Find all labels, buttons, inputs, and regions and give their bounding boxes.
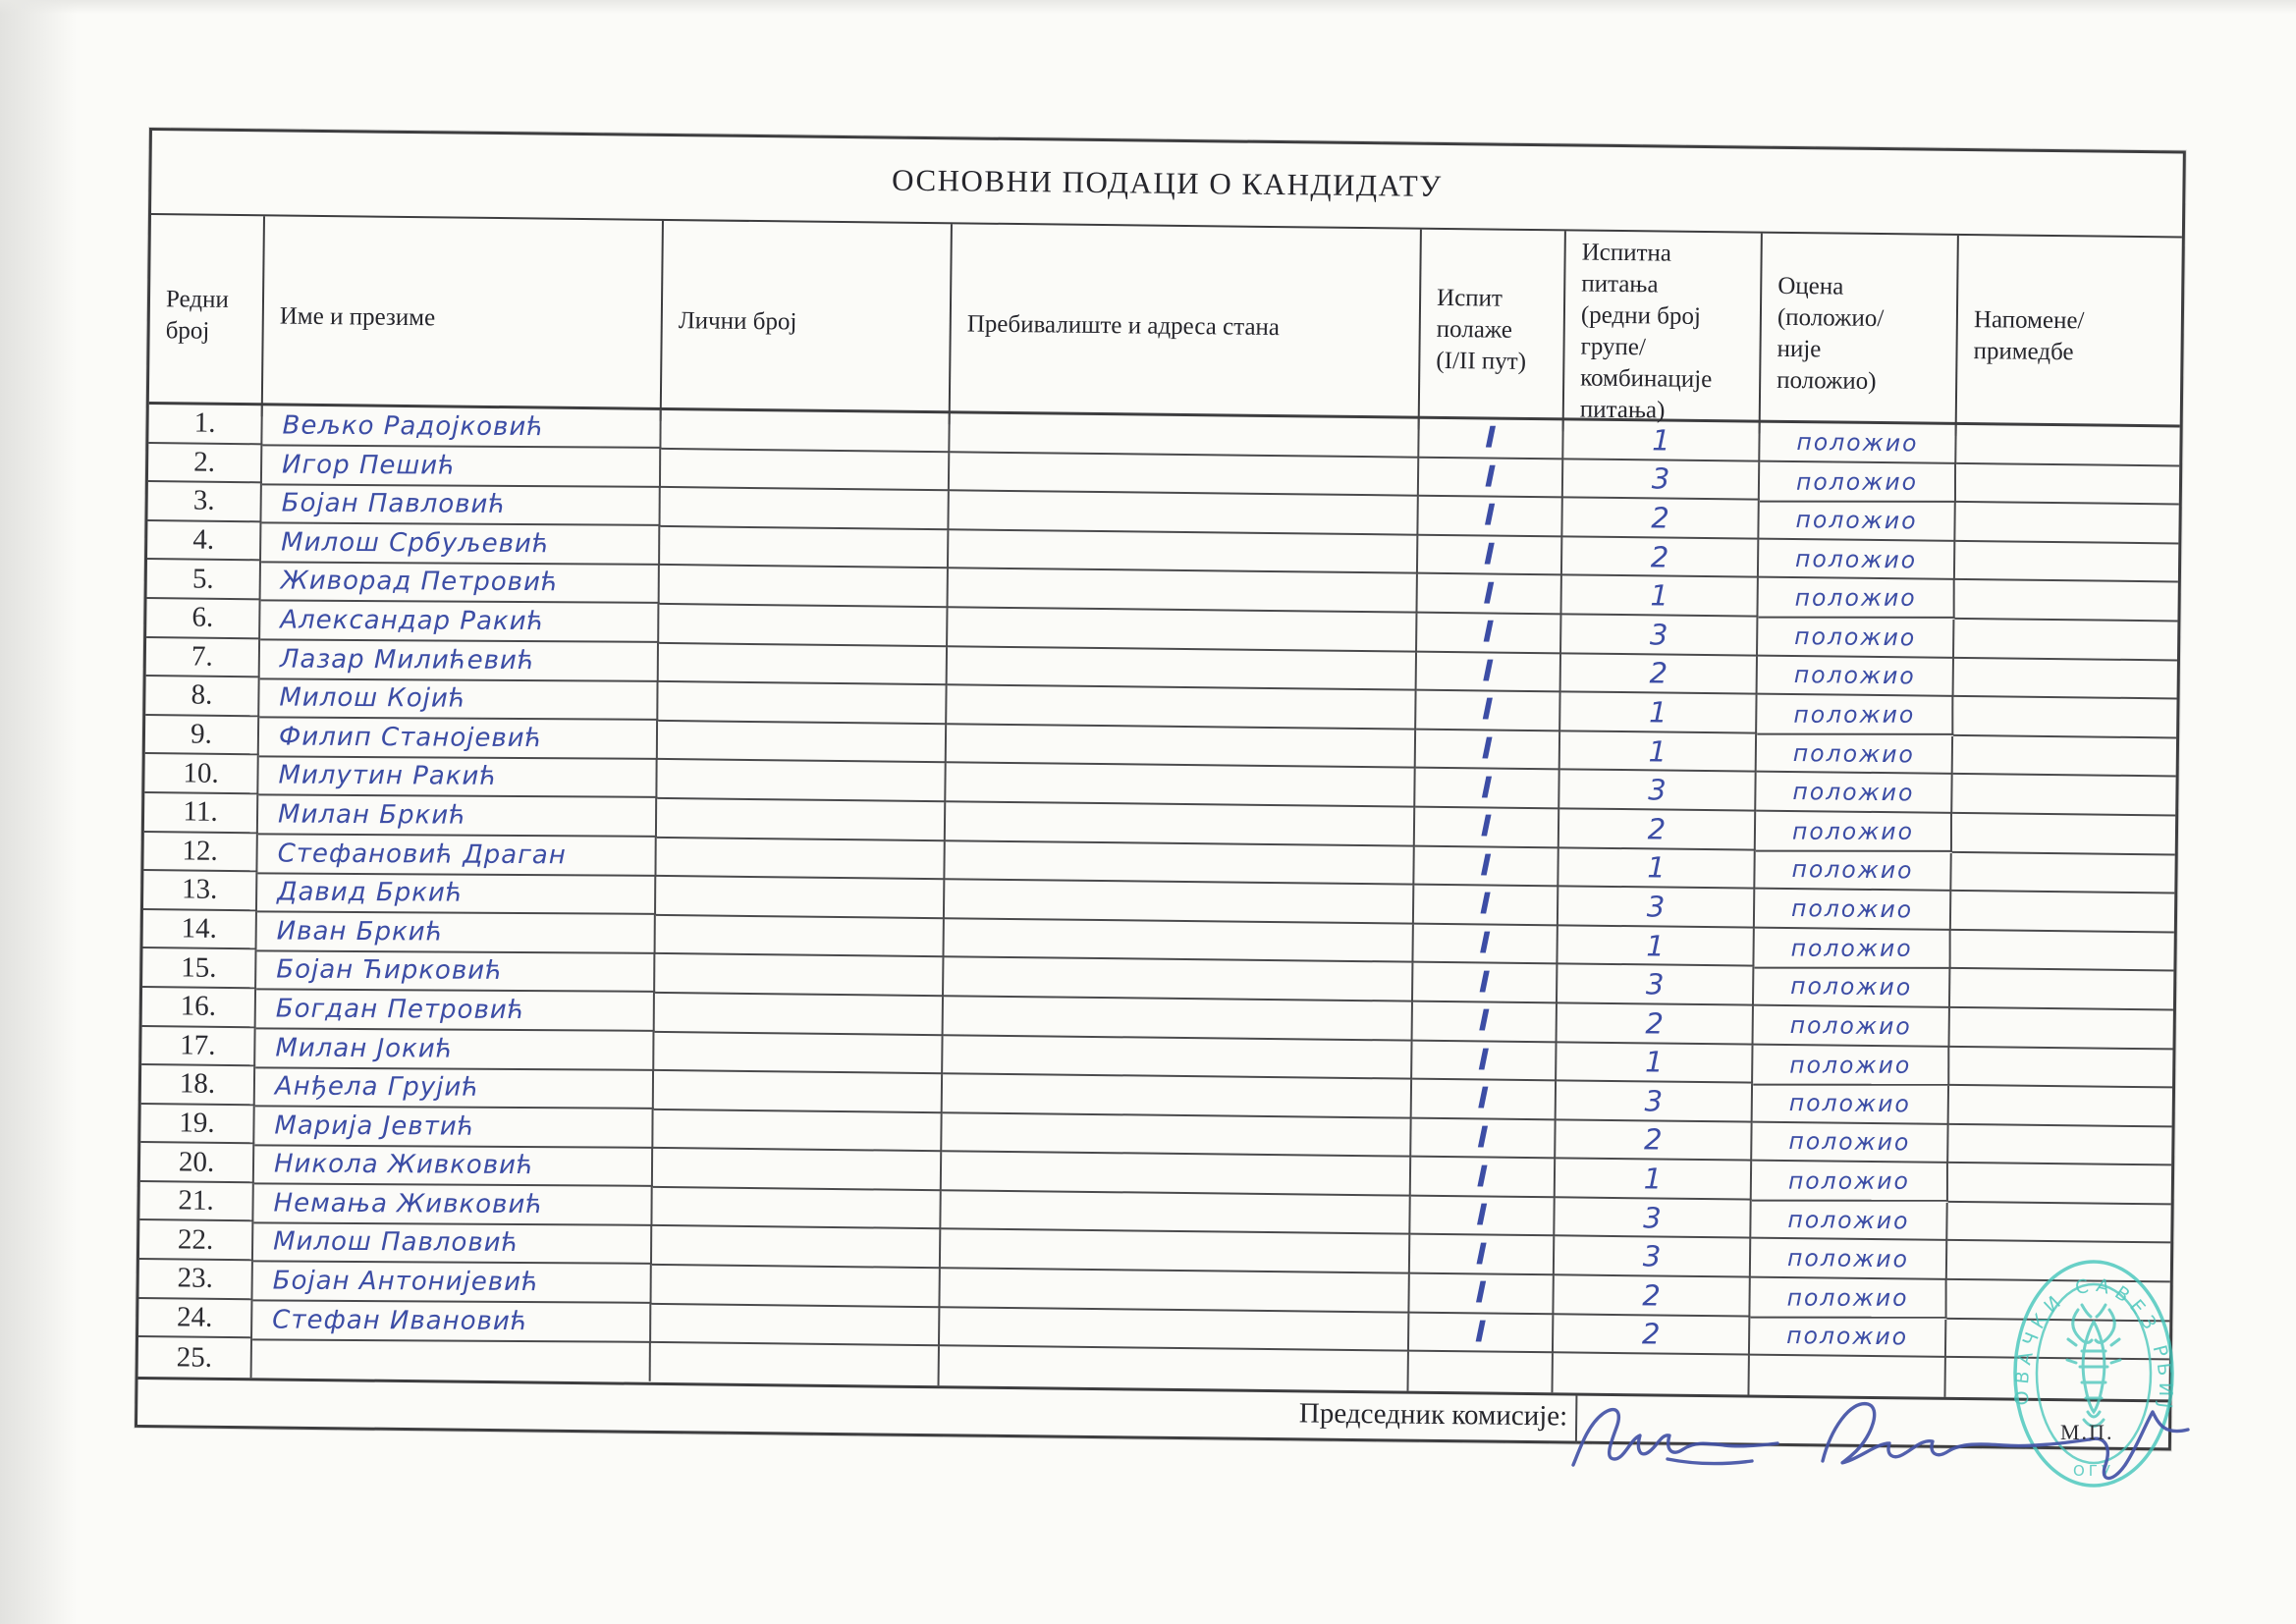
- row-17-address: [943, 1036, 1412, 1080]
- row-18-address: [943, 1074, 1412, 1118]
- row-19-num: 19.: [140, 1105, 254, 1145]
- row-2-name: Игор Пешић: [262, 446, 661, 487]
- row-4-name: Милош Србуљевић: [261, 523, 660, 565]
- row-11-name: Милан Бркић: [258, 795, 657, 837]
- row-22-grade: положио: [1751, 1239, 1947, 1280]
- row-16-exam: I: [1413, 1002, 1558, 1043]
- row-10-num: 10.: [144, 754, 258, 794]
- column-header-exam-attempt: Испит полаже (I/II пут): [1420, 230, 1566, 432]
- row-10-personal-id: [657, 760, 946, 802]
- row-9-group: 1: [1560, 731, 1757, 773]
- row-13-group: 3: [1558, 887, 1755, 928]
- row-22-group: 3: [1555, 1237, 1751, 1278]
- row-20-address: [942, 1153, 1411, 1197]
- row-2-address: [950, 453, 1419, 497]
- row-22-address: [941, 1230, 1410, 1274]
- row-4-group: 2: [1562, 537, 1759, 578]
- row-6-address: [948, 608, 1417, 652]
- row-10-exam: I: [1415, 769, 1559, 809]
- row-3-exam: I: [1418, 497, 1562, 537]
- row-8-num: 8.: [145, 677, 259, 717]
- row-1-personal-id: [661, 410, 950, 453]
- row-22-num: 22.: [139, 1220, 253, 1261]
- row-9-grade: положио: [1757, 733, 1953, 775]
- row-18-exam: I: [1412, 1080, 1557, 1120]
- row-4-personal-id: [660, 527, 949, 569]
- row-19-group: 2: [1556, 1120, 1752, 1162]
- row-18-name: Анђела Грујић: [255, 1067, 654, 1109]
- row-4-grade: положио: [1759, 539, 1955, 580]
- row-22-name: Милош Павловић: [253, 1223, 652, 1265]
- row-4-exam: I: [1418, 535, 1562, 575]
- row-24-num: 24.: [138, 1299, 252, 1339]
- row-6-num: 6.: [146, 599, 260, 639]
- row-2-grade: положио: [1760, 462, 1956, 502]
- row-17-personal-id: [654, 1032, 943, 1074]
- row-23-grade: положио: [1751, 1279, 1947, 1319]
- row-8-grade: положио: [1757, 696, 1953, 735]
- row-21-exam: I: [1410, 1197, 1555, 1237]
- row-21-address: [941, 1191, 1410, 1235]
- row-9-num: 9.: [145, 716, 259, 756]
- row-9-name: Филип Станојевић: [259, 718, 658, 759]
- row-22-personal-id: [652, 1226, 941, 1269]
- row-5-name: Живорад Петровић: [261, 563, 660, 604]
- row-7-notes: [1954, 658, 2177, 699]
- row-1-address: [950, 413, 1419, 458]
- column-header-question-group: Испитна питања (редни број групе/ комбинације питања): [1564, 231, 1763, 433]
- row-12-notes: [1951, 852, 2174, 893]
- commission-president-label: Председник комисије:: [1298, 1397, 1568, 1433]
- row-18-personal-id: [654, 1071, 943, 1113]
- column-header-name: Име и презиме: [263, 216, 664, 421]
- row-3-name: Бојан Павловић: [262, 485, 661, 526]
- row-15-grade: положио: [1754, 967, 1950, 1008]
- row-17-num: 17.: [141, 1026, 255, 1066]
- row-21-name: Немања Живковић: [253, 1184, 652, 1225]
- row-15-notes: [1950, 969, 2173, 1010]
- signature-graphic: [1559, 1382, 2215, 1500]
- row-25-num: 25.: [138, 1337, 252, 1378]
- row-8-group: 1: [1560, 693, 1757, 734]
- row-5-num: 5.: [147, 560, 261, 600]
- row-5-personal-id: [660, 566, 949, 608]
- row-13-address: [945, 880, 1414, 924]
- row-23-address: [940, 1269, 1409, 1313]
- row-25-address: [940, 1346, 1409, 1390]
- row-12-address: [945, 841, 1414, 886]
- row-16-name: Богдан Петровић: [256, 990, 655, 1031]
- row-5-notes: [1954, 580, 2177, 622]
- row-18-num: 18.: [141, 1065, 255, 1106]
- row-19-grade: положио: [1752, 1122, 1948, 1164]
- row-3-personal-id: [660, 488, 949, 530]
- row-14-personal-id: [655, 916, 944, 958]
- row-6-notes: [1954, 620, 2177, 661]
- row-24-grade: положио: [1750, 1317, 1946, 1358]
- row-12-personal-id: [656, 838, 945, 880]
- row-18-group: 3: [1557, 1081, 1753, 1122]
- row-1-group: 1: [1563, 420, 1760, 461]
- row-7-name: Лазар Милићевић: [260, 640, 659, 681]
- row-1-name: Вељко Радојковић: [262, 406, 661, 448]
- row-15-address: [944, 958, 1413, 1002]
- row-16-group: 2: [1558, 1003, 1754, 1045]
- row-23-group: 2: [1554, 1275, 1750, 1317]
- column-header-address: Пребивалиште и адреса стана: [951, 224, 1422, 429]
- row-21-num: 21.: [139, 1182, 253, 1222]
- row-2-group: 3: [1563, 460, 1760, 501]
- row-2-personal-id: [661, 450, 950, 492]
- row-14-exam: I: [1413, 924, 1558, 964]
- column-header-notes: Напомене/ примедбе: [1973, 306, 2085, 366]
- row-24-personal-id: [651, 1305, 940, 1347]
- row-4-address: [949, 530, 1418, 574]
- row-21-notes: [1947, 1203, 2170, 1244]
- row-3-notes: [1955, 503, 2178, 544]
- row-18-grade: положио: [1753, 1084, 1949, 1125]
- row-6-group: 3: [1561, 615, 1758, 656]
- row-21-group: 3: [1555, 1198, 1751, 1239]
- row-7-personal-id: [659, 643, 948, 685]
- row-21-personal-id: [652, 1188, 941, 1230]
- row-11-notes: [1952, 814, 2175, 855]
- row-16-address: [944, 997, 1413, 1041]
- row-3-num: 3.: [147, 482, 261, 522]
- row-11-exam: I: [1415, 808, 1559, 848]
- row-4-num: 4.: [147, 521, 261, 562]
- row-14-name: Иван Бркић: [257, 912, 656, 953]
- row-8-name: Милош Којић: [259, 679, 658, 721]
- row-25-personal-id: [651, 1343, 940, 1385]
- row-20-group: 1: [1556, 1160, 1752, 1201]
- row-13-notes: [1951, 892, 2174, 933]
- table-header-row: [149, 215, 2182, 427]
- row-8-address: [947, 685, 1416, 730]
- row-9-address: [947, 725, 1416, 769]
- row-3-group: 2: [1562, 499, 1759, 540]
- row-16-grade: положио: [1754, 1006, 1950, 1048]
- row-7-group: 2: [1561, 654, 1758, 695]
- row-3-address: [949, 491, 1418, 535]
- row-3-grade: положио: [1759, 501, 1955, 542]
- row-8-personal-id: [658, 682, 947, 725]
- row-7-exam: I: [1417, 652, 1561, 692]
- row-11-num: 11.: [144, 793, 258, 834]
- row-22-exam: I: [1410, 1235, 1555, 1275]
- row-5-group: 1: [1561, 576, 1758, 618]
- row-23-personal-id: [651, 1266, 940, 1308]
- row-6-grade: положио: [1758, 618, 1954, 659]
- row-13-num: 13.: [143, 871, 257, 911]
- row-10-group: 3: [1559, 771, 1756, 812]
- row-12-exam: I: [1414, 846, 1558, 887]
- candidate-table-body: [138, 405, 2180, 1402]
- row-2-exam: I: [1419, 458, 1563, 498]
- row-15-num: 15.: [142, 948, 256, 989]
- signature: [1559, 1382, 2215, 1505]
- row-1-grade: положио: [1760, 423, 1956, 464]
- row-14-group: 1: [1558, 926, 1754, 967]
- row-13-name: Давид Бркић: [257, 873, 656, 914]
- row-5-grade: положио: [1759, 579, 1955, 619]
- row-20-num: 20.: [140, 1143, 254, 1183]
- row-17-notes: [1949, 1047, 2172, 1088]
- row-19-personal-id: [653, 1110, 942, 1153]
- row-12-name: Стефановић Драган: [257, 835, 656, 876]
- row-15-name: Бојан Ћирковић: [256, 951, 655, 993]
- row-23-num: 23.: [138, 1260, 252, 1300]
- row-16-num: 16.: [142, 988, 256, 1028]
- candidate-data-form: [135, 128, 2186, 1450]
- row-13-grade: положио: [1755, 890, 1951, 931]
- row-20-exam: I: [1411, 1158, 1556, 1198]
- row-11-personal-id: [657, 799, 946, 841]
- scan-edge-shadow-bottom: [0, 1565, 2296, 1624]
- row-17-exam: I: [1412, 1041, 1557, 1081]
- row-10-name: Милутин Ракић: [258, 757, 657, 798]
- row-13-personal-id: [656, 877, 945, 919]
- row-12-grade: положио: [1755, 850, 1951, 892]
- row-1-num: 1.: [148, 405, 262, 445]
- row-14-grade: положио: [1755, 929, 1951, 968]
- scan-edge-shadow-top: [0, 0, 2296, 14]
- row-15-exam: I: [1413, 963, 1558, 1003]
- row-10-grade: положио: [1756, 773, 1952, 814]
- stamp-bottom-text: ОГУ: [2072, 1462, 2115, 1480]
- page-title: ОСНОВНИ ПОДАЦИ О КАНДИДАТУ: [891, 162, 1443, 203]
- column-header-grade: Оцена (положио/ није положио): [1761, 234, 1959, 436]
- row-20-personal-id: [653, 1149, 942, 1191]
- row-7-address: [948, 647, 1417, 691]
- row-11-grade: положио: [1756, 813, 1952, 852]
- row-1-notes: [1956, 425, 2179, 466]
- row-15-personal-id: [655, 954, 944, 997]
- row-24-exam: I: [1409, 1313, 1554, 1353]
- row-12-num: 12.: [143, 833, 257, 873]
- row-1-exam: I: [1419, 419, 1563, 460]
- row-25-exam: [1408, 1352, 1553, 1392]
- row-19-name: Марија Јевтић: [254, 1107, 653, 1148]
- row-20-name: Никола Живковић: [254, 1146, 653, 1187]
- row-16-personal-id: [655, 994, 944, 1036]
- row-14-num: 14.: [143, 910, 257, 950]
- row-10-notes: [1952, 775, 2175, 816]
- row-17-group: 1: [1557, 1043, 1753, 1084]
- row-20-notes: [1948, 1164, 2171, 1205]
- row-6-name: Александар Ракић: [260, 601, 659, 642]
- row-7-num: 7.: [146, 638, 260, 678]
- row-8-notes: [1953, 697, 2176, 738]
- row-9-notes: [1953, 736, 2176, 778]
- row-5-address: [949, 569, 1418, 614]
- row-23-exam: I: [1409, 1274, 1554, 1315]
- row-9-exam: I: [1416, 730, 1560, 770]
- row-6-exam: I: [1417, 614, 1561, 654]
- row-4-notes: [1955, 542, 2178, 583]
- row-2-notes: [1956, 463, 2179, 505]
- row-14-address: [944, 919, 1413, 963]
- seal-place-mark: М.П.: [2060, 1420, 2114, 1444]
- row-18-notes: [1949, 1086, 2172, 1127]
- row-24-address: [940, 1308, 1409, 1352]
- row-7-grade: положио: [1758, 656, 1954, 697]
- row-16-notes: [1949, 1008, 2172, 1050]
- row-15-group: 3: [1558, 965, 1754, 1006]
- row-13-exam: I: [1414, 886, 1558, 926]
- row-24-name: Стефан Ивановић: [252, 1301, 651, 1342]
- row-11-address: [946, 802, 1415, 846]
- row-9-personal-id: [658, 722, 947, 764]
- stamp-ring-text: ОВАЧКИ САВЕЗ РБИЈ: [2010, 1273, 2177, 1416]
- row-17-name: Милан Јокић: [255, 1029, 654, 1070]
- row-25-name: [252, 1340, 651, 1381]
- row-10-address: [946, 764, 1415, 808]
- row-12-group: 1: [1558, 848, 1755, 890]
- scan-edge-shadow: [0, 0, 77, 1624]
- row-6-personal-id: [659, 605, 948, 647]
- row-2-num: 2.: [148, 444, 262, 484]
- row-20-grade: положио: [1752, 1163, 1948, 1202]
- row-19-exam: I: [1411, 1118, 1556, 1159]
- row-11-group: 2: [1559, 809, 1756, 850]
- column-header-ordinal: Редни број: [149, 215, 265, 416]
- row-23-name: Бојан Антонијевић: [253, 1262, 652, 1303]
- row-19-notes: [1948, 1125, 2171, 1166]
- row-24-group: 2: [1554, 1315, 1750, 1356]
- row-14-notes: [1950, 931, 2173, 972]
- row-8-exam: I: [1416, 691, 1560, 731]
- row-21-grade: положио: [1751, 1200, 1947, 1241]
- column-header-personal-id: Лични број: [662, 221, 953, 424]
- row-17-grade: положио: [1753, 1046, 1949, 1085]
- row-19-address: [942, 1113, 1411, 1158]
- row-5-exam: I: [1417, 574, 1561, 615]
